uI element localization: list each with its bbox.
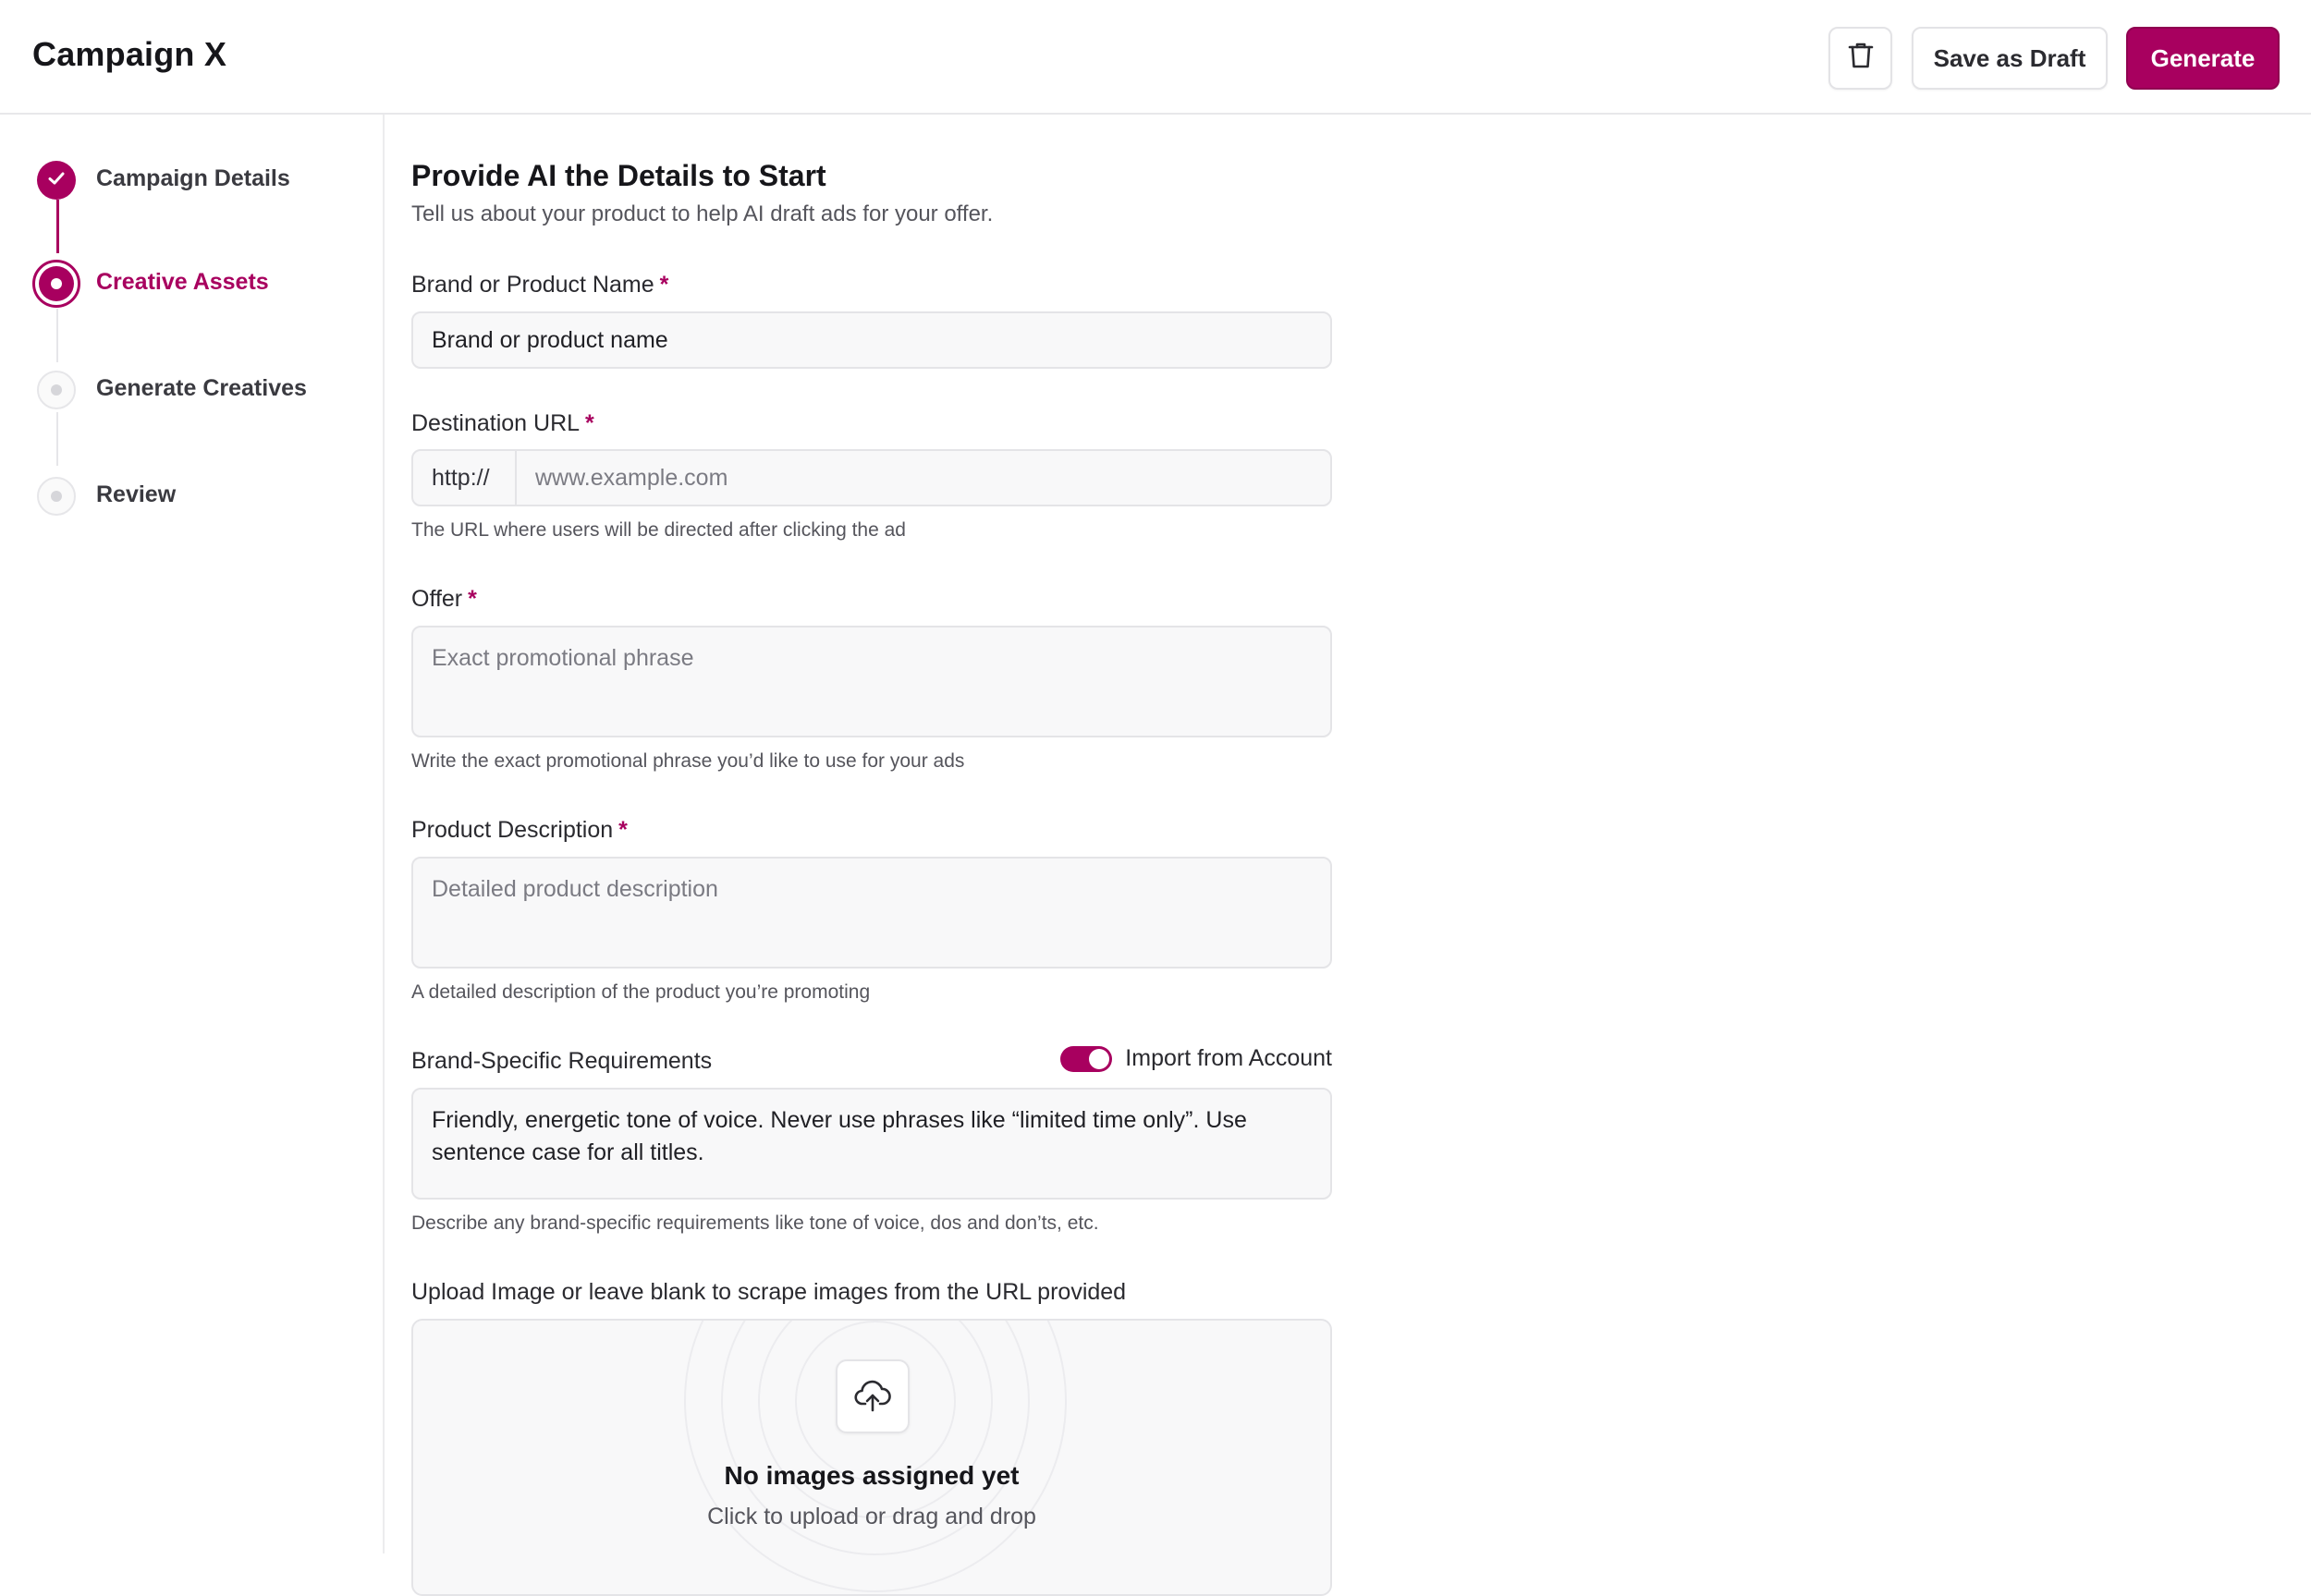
offer-placeholder: Exact promotional phrase [432, 645, 694, 671]
required-marker: * [618, 817, 628, 843]
product-description-help: A detailed description of the product you’re promoting [411, 981, 871, 1003]
step-connector [56, 200, 59, 253]
product-description-textarea[interactable] [411, 857, 1332, 969]
brand-name-label [411, 272, 668, 298]
offer-help: Write the exact promotional phrase you’d like to use for your ads [411, 750, 965, 772]
step-label: Generate Creatives [96, 375, 307, 401]
brand-name-value: Brand or product name [432, 326, 668, 353]
step-label: Review [96, 481, 177, 507]
step-review[interactable] [0, 468, 370, 523]
step-campaign-details[interactable] [0, 152, 370, 207]
step-connector [56, 412, 58, 466]
image-upload-dropzone[interactable] [411, 1319, 1332, 1596]
import-from-account-label: Import from Account [1125, 1045, 1332, 1071]
form-title: Provide AI the Details to Start [411, 159, 826, 192]
step-pending-indicator [37, 477, 76, 516]
import-from-account-toggle[interactable] [1060, 1046, 1112, 1072]
form-subtitle: Tell us about your product to help AI draft ads for your offer. [411, 201, 994, 226]
trash-icon [1847, 41, 1875, 77]
delete-button[interactable] [1828, 27, 1892, 90]
check-icon [46, 168, 67, 193]
brand-requirements-label: Brand-Specific Requirements [411, 1048, 713, 1074]
upload-empty-title: No images assigned yet [724, 1461, 1020, 1490]
step-creative-assets[interactable] [0, 255, 370, 311]
offer-label [411, 586, 477, 613]
url-field-placeholder: www.example.com [535, 464, 728, 491]
step-connector [56, 309, 58, 362]
step-label: Campaign Details [96, 165, 290, 191]
generate-button[interactable]: Generate [2126, 27, 2280, 90]
destination-url-label [411, 410, 594, 437]
brand-requirements-textarea[interactable] [411, 1088, 1332, 1200]
destination-url-label-text: Destination URL [411, 410, 581, 436]
upload-instruction: Click to upload or drag and drop [707, 1504, 1036, 1529]
required-marker: * [468, 586, 477, 612]
stepper-sidebar [0, 115, 385, 1553]
cloud-upload-icon [836, 1359, 910, 1433]
import-from-account-toggle-row [1060, 1045, 1332, 1072]
destination-url-help: The URL where users will be directed after clicking the ad [411, 519, 906, 541]
required-marker: * [585, 410, 594, 436]
product-description-label-text: Product Description [411, 817, 614, 843]
step-complete-indicator [37, 161, 76, 200]
step-pending-indicator [37, 371, 76, 409]
brand-name-label-text: Brand or Product Name [411, 272, 654, 298]
product-description-label [411, 817, 628, 844]
destination-url-input[interactable] [411, 449, 1332, 506]
offer-label-text: Offer [411, 586, 463, 612]
brand-requirements-value: Friendly, energetic tone of voice. Never use phrases like “limited time only”. Use sentence case for all titles. [432, 1107, 1247, 1165]
top-bar [0, 0, 2311, 115]
step-generate-creatives[interactable] [0, 361, 370, 417]
product-description-placeholder: Detailed product description [432, 876, 718, 902]
brand-requirements-help: Describe any brand-specific requirements like tone of voice, dos and don’ts, etc. [411, 1212, 1099, 1234]
brand-name-input[interactable] [411, 311, 1332, 369]
required-marker: * [659, 272, 669, 298]
step-current-indicator [32, 260, 80, 308]
url-protocol-prefix: http:// [413, 451, 517, 505]
page-title: Campaign X [32, 35, 227, 73]
step-label: Creative Assets [96, 269, 269, 295]
offer-textarea[interactable] [411, 626, 1332, 737]
save-draft-button[interactable]: Save as Draft [1912, 27, 2108, 90]
upload-label: Upload Image or leave blank to scrape images from the URL provided [411, 1279, 1127, 1305]
